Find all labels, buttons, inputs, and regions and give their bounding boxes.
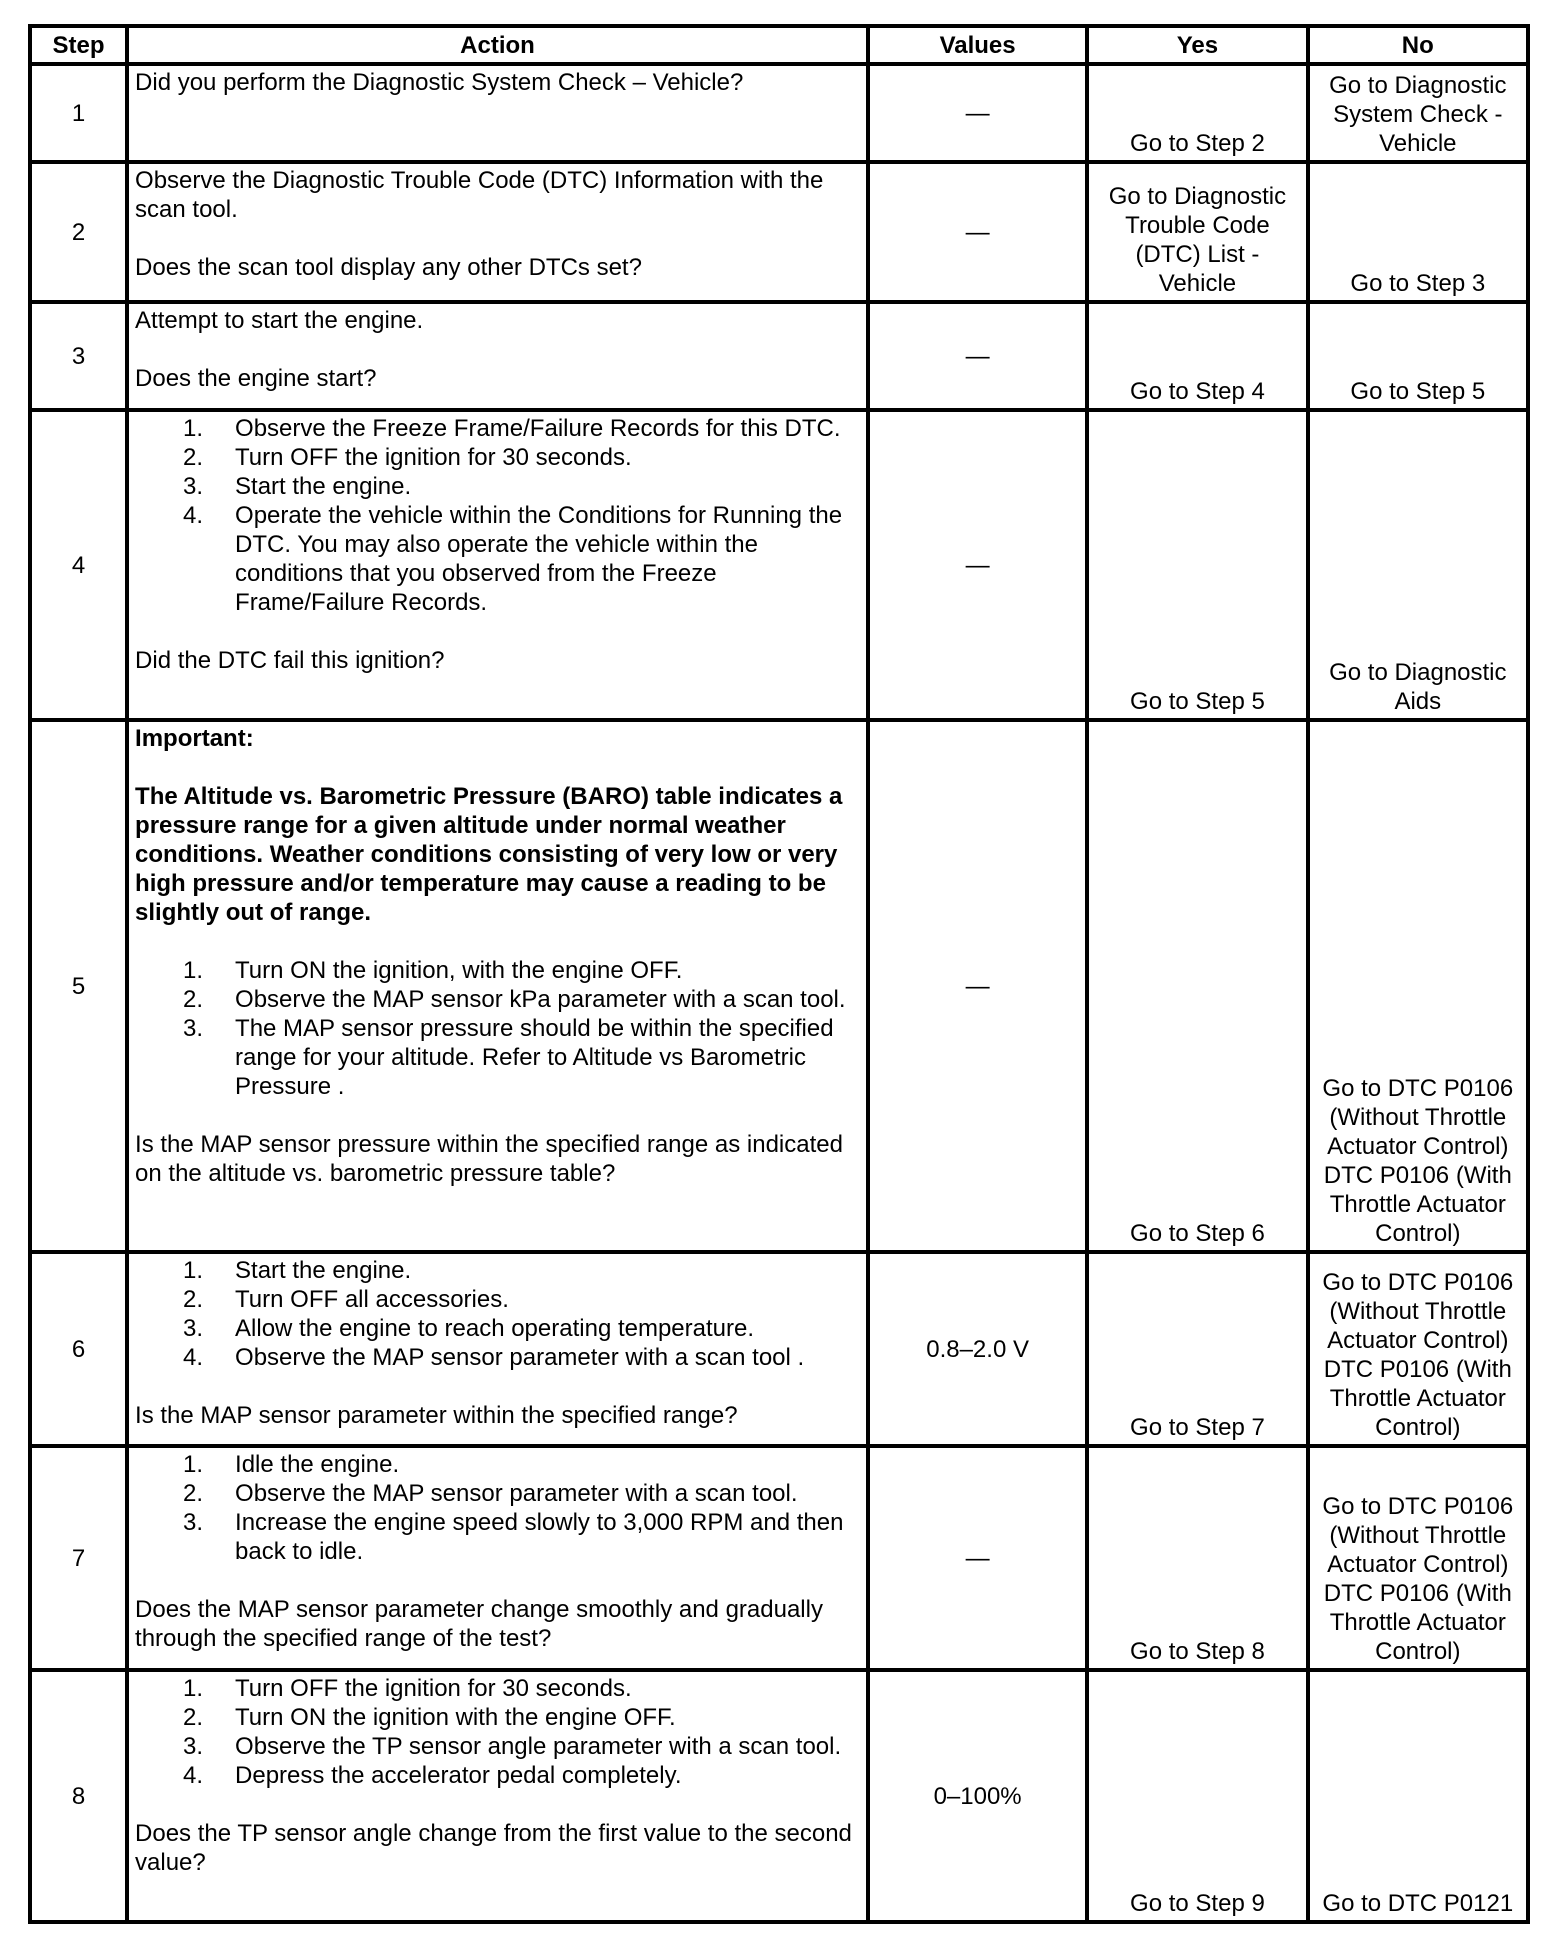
values-cell: — — [868, 302, 1087, 410]
action-cell — [127, 410, 868, 720]
header-values: Values — [868, 26, 1087, 64]
instruction-list — [135, 1256, 860, 1372]
action-question: Does the TP sensor angle change from the first value to the second value? — [135, 1820, 852, 1876]
list-item: 1. Idle the engine. — [183, 1451, 400, 1478]
header-step: Step — [30, 26, 127, 64]
important-note: The Altitude vs. Barometric Pressure (BARO) table indicates a pressure range for a given altitude under normal weather conditions. Weather conditions consisting of very low or very high pressure and/or temperature may cause a reading to be slightly out of range. — [135, 783, 843, 926]
list-item: 2. Observe the MAP sensor parameter with a scan tool. — [183, 1480, 798, 1507]
no-cell: Go to DTC P0106 (Without Throttle Actuator Control) DTC P0106 (With Throttle Actuator Control) — [1308, 1446, 1528, 1670]
table-row-step-7 — [30, 1446, 1528, 1670]
no-cell: Go to Step 5 — [1308, 302, 1528, 410]
yes-cell: Go to Step 9 — [1087, 1670, 1307, 1922]
list-item: 3. The MAP sensor pressure should be within the specified range for your altitude. Refer to Altitude vs Barometric Pressure . — [183, 1015, 834, 1100]
list-item: 4. Operate the vehicle within the Conditions for Running the DTC. You may also operate the vehicle within the conditions that you observed from the Freeze Frame/Failure Records. — [183, 502, 843, 616]
list-item: 2. Turn OFF all accessories. — [183, 1286, 509, 1313]
table-row-step-1 — [30, 64, 1528, 162]
action-question: Does the scan tool display any other DTCs set? — [135, 254, 642, 281]
list-item: 4. Observe the MAP sensor parameter with a scan tool . — [183, 1344, 805, 1371]
step-number: 2 — [30, 162, 127, 302]
action-question: Is the MAP sensor pressure within the specified range as indicated on the altitude vs. barometric pressure table? — [135, 1131, 843, 1187]
yes-cell: Go to Step 5 — [1087, 410, 1307, 720]
action-question: Does the MAP sensor parameter change smoothly and gradually through the specified range of the test? — [135, 1596, 823, 1652]
table-row-step-3 — [30, 302, 1528, 410]
yes-cell: Go to Step 4 — [1087, 302, 1307, 410]
step-number: 5 — [30, 720, 127, 1252]
action-cell — [127, 720, 868, 1252]
action-cell — [127, 64, 868, 162]
action-text: Observe the Diagnostic Trouble Code (DTC) Information with the scan tool. — [135, 167, 824, 223]
step-number: 1 — [30, 64, 127, 162]
action-question: Does the engine start? — [135, 365, 377, 392]
list-item: 2. Observe the MAP sensor kPa parameter with a scan tool. — [183, 986, 846, 1013]
action-cell — [127, 162, 868, 302]
no-cell: Go to DTC P0121 — [1308, 1670, 1528, 1922]
list-item: 2. Turn OFF the ignition for 30 seconds. — [183, 444, 632, 471]
diagnostic-table — [28, 24, 1530, 1924]
yes-cell: Go to Step 8 — [1087, 1446, 1307, 1670]
step-number: 6 — [30, 1252, 127, 1446]
instruction-list — [135, 1674, 860, 1790]
no-cell: Go to Diagnostic System Check - Vehicle — [1308, 64, 1528, 162]
important-label: Important: — [135, 725, 254, 752]
header-action: Action — [127, 26, 868, 64]
header-yes: Yes — [1087, 26, 1307, 64]
values-cell: 0–100% — [868, 1670, 1087, 1922]
header-row — [30, 26, 1528, 64]
yes-cell: Go to Step 7 — [1087, 1252, 1307, 1446]
instruction-list — [135, 1450, 860, 1566]
values-cell: — — [868, 1446, 1087, 1670]
action-cell — [127, 1252, 868, 1446]
action-cell — [127, 302, 868, 410]
values-cell: 0.8–2.0 V — [868, 1252, 1087, 1446]
table-row-step-8 — [30, 1670, 1528, 1922]
no-cell: Go to DTC P0106 (Without Throttle Actuator Control) DTC P0106 (With Throttle Actuator Control) — [1308, 720, 1528, 1252]
values-cell: — — [868, 720, 1087, 1252]
list-item: 1. Turn OFF the ignition for 30 seconds. — [183, 1675, 632, 1702]
no-cell: Go to DTC P0106 (Without Throttle Actuator Control) DTC P0106 (With Throttle Actuator Control) — [1308, 1252, 1528, 1446]
action-cell — [127, 1446, 868, 1670]
list-item: 3. Increase the engine speed slowly to 3,000 RPM and then back to idle. — [183, 1509, 844, 1565]
list-item: 2. Turn ON the ignition with the engine OFF. — [183, 1704, 676, 1731]
instruction-list — [135, 414, 860, 617]
list-item: 1. Turn ON the ignition, with the engine OFF. — [183, 957, 683, 984]
instruction-list — [135, 956, 860, 1101]
values-cell: — — [868, 410, 1087, 720]
table-row-step-6 — [30, 1252, 1528, 1446]
action-text: Attempt to start the engine. — [135, 307, 424, 334]
list-item: 3. Start the engine. — [183, 473, 412, 500]
list-item: 3. Allow the engine to reach operating temperature. — [183, 1315, 755, 1342]
table-row-step-2 — [30, 162, 1528, 302]
values-cell: — — [868, 64, 1087, 162]
table-row-step-5 — [30, 720, 1528, 1252]
action-question: Is the MAP sensor parameter within the specified range? — [135, 1402, 738, 1429]
step-number: 8 — [30, 1670, 127, 1922]
list-item: 3. Observe the TP sensor angle parameter with a scan tool. — [183, 1733, 842, 1760]
step-number: 7 — [30, 1446, 127, 1670]
action-text: Did you perform the Diagnostic System Check – Vehicle? — [135, 69, 744, 96]
list-item: 4. Depress the accelerator pedal completely. — [183, 1762, 682, 1789]
action-cell — [127, 1670, 868, 1922]
list-item: 1. Start the engine. — [183, 1257, 412, 1284]
yes-cell: Go to Step 6 — [1087, 720, 1307, 1252]
step-number: 4 — [30, 410, 127, 720]
step-number: 3 — [30, 302, 127, 410]
yes-cell: Go to Diagnostic Trouble Code (DTC) List - Vehicle — [1087, 162, 1307, 302]
yes-cell: Go to Step 2 — [1087, 64, 1307, 162]
table-row-step-4 — [30, 410, 1528, 720]
values-cell: — — [868, 162, 1087, 302]
header-no: No — [1308, 26, 1528, 64]
no-cell: Go to Step 3 — [1308, 162, 1528, 302]
list-item: 1. Observe the Freeze Frame/Failure Records for this DTC. — [183, 415, 841, 442]
action-question: Did the DTC fail this ignition? — [135, 647, 445, 674]
no-cell: Go to Diagnostic Aids — [1308, 410, 1528, 720]
